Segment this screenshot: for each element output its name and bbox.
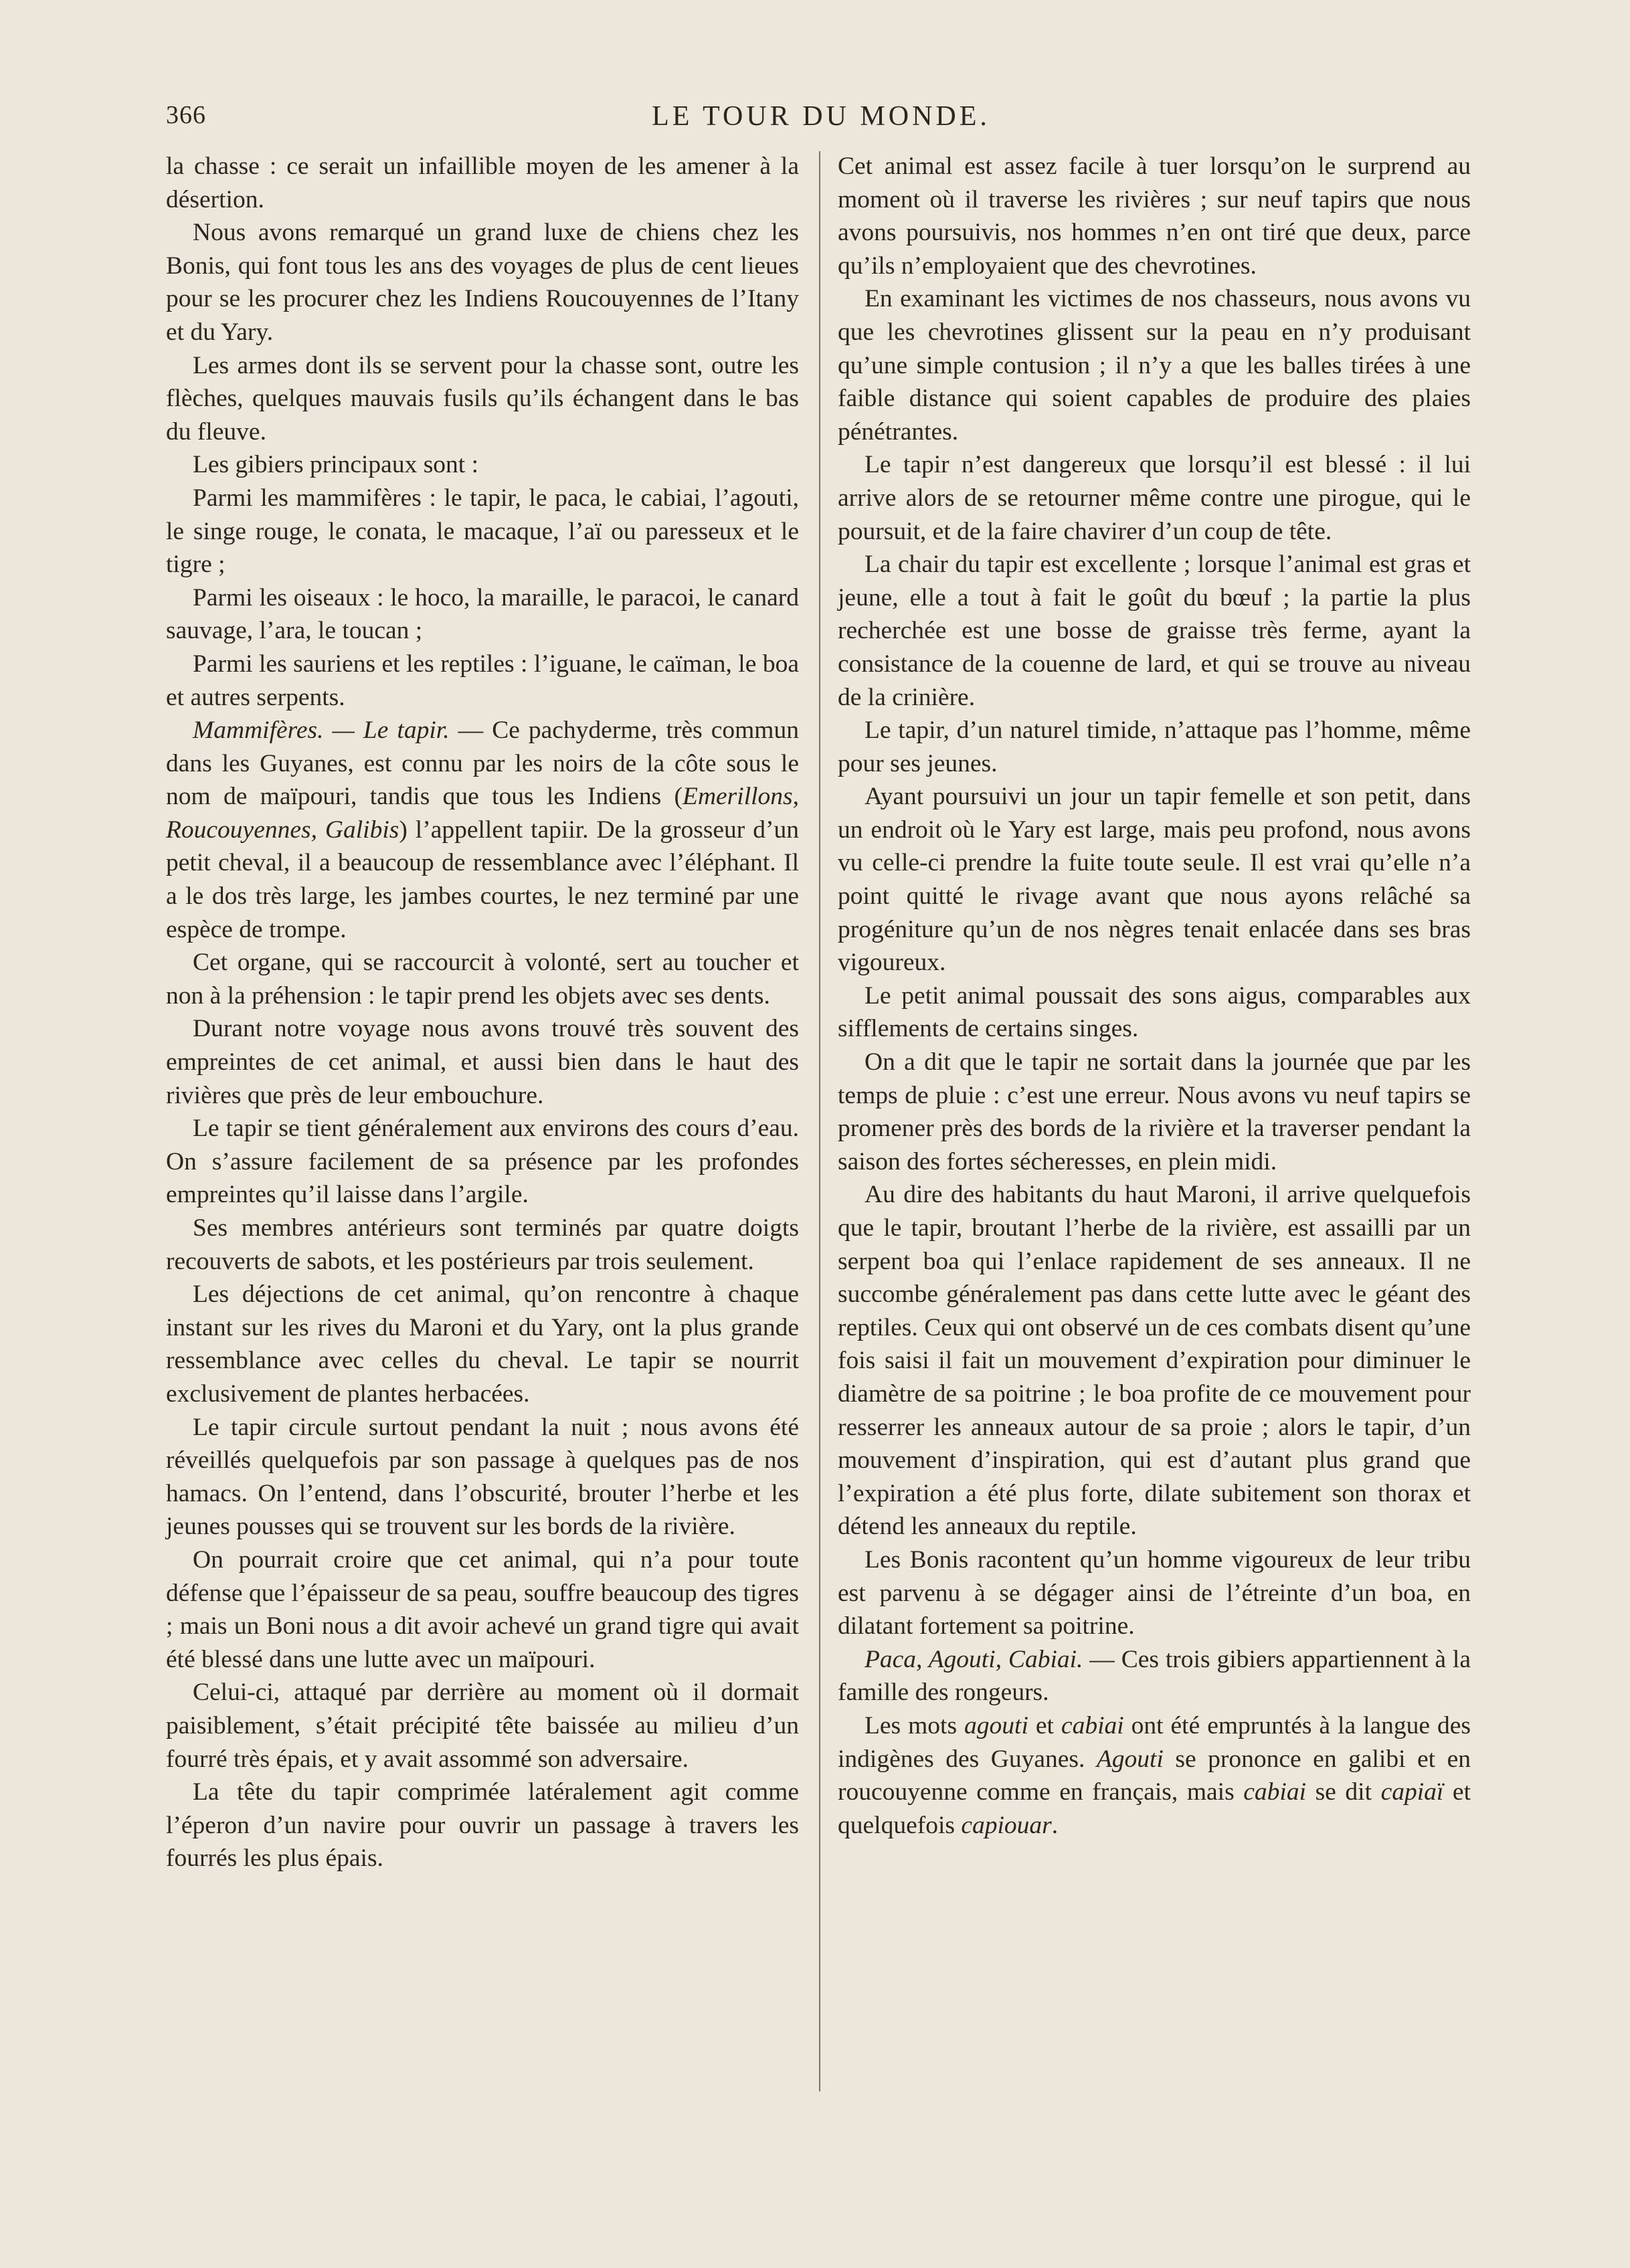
term: Agouti — [1096, 1745, 1164, 1773]
paragraph: On pourrait croire que cet animal, qui n’a pour toute défense que l’épaisseur de sa peau, souffre beaucoup des tigres ; mais un Boni nous a dit avoir achevé un grand tigre qui avait été blessé dans une lutte avec un maïpouri. — [166, 1545, 799, 1673]
paragraph: Le tapir n’est dangereux que lorsqu’il est blessé : il lui arrive alors de se retourner même contre une pirogue, qui le poursuit, et de la faire chavirer d’un coup de tête. — [838, 451, 1471, 545]
term: capiaï — [1380, 1778, 1444, 1806]
paragraph: Ses membres antérieurs sont terminés par quatre doigts recouverts de sabots, et les postérieurs par trois seulement. — [166, 1214, 799, 1275]
paragraph: La chair du tapir est excellente ; lorsque l’animal est gras et jeune, elle a tout à fait le goût du bœuf ; la partie la plus recherchée est une bosse de graisse très ferme, ayant la consistance de la couenne de lard, et qui se trouve au niveau de la crinière. — [838, 551, 1471, 711]
column-divider — [819, 151, 820, 2091]
left-column — [166, 150, 799, 1875]
paragraph: Au dire des habitants du haut Maroni, il arrive quelquefois que le tapir, broutant l’herbe de la rivière, est assailli par un serpent boa qui l’enlace rapidement de ses anneaux. Il ne succombe généralement pas dans cette lutte avec le géant des reptiles. Ceux qui ont observé un de ces combats disent qu’une fois saisi il fait un mouvement d’expiration pour diminuer le diamètre de sa poitrine ; le boa profite de ce mouvement pour resserrer les anneaux autour de sa proie ; alors le tapir, d’un mouvement d’inspiration, qui est d’autant plus grand que l’expiration a été plus forte, dilate subitement son thorax et détend les anneaux du reptile. — [838, 1181, 1471, 1541]
paragraph: Durant notre voyage nous avons trouvé très souvent des empreintes de cet animal, et aussi bien dans le haut des rivières que près de leur embouchure. — [166, 1015, 799, 1109]
paragraph: la chasse : ce serait un infaillible moyen de les amener à la désertion. — [166, 153, 799, 213]
paragraph: Cet animal est assez facile à tuer lorsqu’on le surprend au moment où il traverse les rivières ; sur neuf tapirs que nous avons poursuivis, nos hommes n’en ont tiré que deux, parce qu’ils n’employaient que des chevrotines. — [838, 153, 1471, 280]
paragraph: La tête du tapir comprimée latéralement agit comme l’éperon d’un navire pour ouvrir un passage à travers les fourrés les plus épais. — [166, 1778, 799, 1873]
running-title: LE TOUR DU MONDE. — [652, 101, 990, 132]
paragraph: Le tapir circule surtout pendant la nuit ; nous avons été réveillés quelquefois par son passage à quelques pas de nos hamacs. On l’entend, dans l’obscurité, brouter l’herbe et les jeunes pousses qui se trouvent sur les bords de la rivière. — [166, 1413, 799, 1541]
paragraph: Parmi les sauriens et les reptiles : l’iguane, le caïman, le boa et autres serpents. — [166, 650, 799, 711]
page-header — [166, 100, 1476, 140]
paragraph: Celui-ci, attaqué par derrière au moment où il dormait paisiblement, s’était précipité tête baissée au milieu d’un fourré très épais, et y avait assommé son adversaire. — [166, 1679, 799, 1773]
text-run: ont été empruntés à la langue des indigènes des Guyanes. — [838, 1711, 1471, 1773]
tribe-names: Emerillons, Roucouyennes, Galibis — [166, 783, 799, 844]
section-lead: Mammifères. — Le tapir. — [193, 717, 450, 745]
paragraph: Parmi les mammifères : le tapir, le paca, le cabiai, l’agouti, le singe rouge, le conata, le macaque, l’aï ou paresseux et le tigre ; — [166, 484, 799, 579]
paragraph: Le tapir, d’un naturel timide, n’attaque pas l’homme, même pour ses jeunes. — [838, 717, 1471, 777]
paragraph: On a dit que le tapir ne sortait dans la journée que par les temps de pluie : c’est une erreur. Nous avons vu neuf tapirs se promener près des bords de la rivière et la traverser pendant la saison des fortes sécheresses, en plein midi. — [838, 1048, 1471, 1175]
text-run: et — [1028, 1711, 1061, 1739]
paragraph: En examinant les victimes de nos chasseurs, nous avons vu que les chevrotines glissent sur la peau en n’y produisant qu’une simple contusion ; il n’y a que les balles tirées à une faible distance qui soient capables de produire des plaies pénétrantes. — [838, 285, 1471, 446]
paragraph: Parmi les oiseaux : le hoco, la maraille, le paracoi, le canard sauvage, l’ara, le toucan ; — [166, 583, 799, 645]
right-column — [838, 150, 1471, 1842]
paragraph: Les gibiers principaux sont : — [193, 451, 479, 479]
paragraph: Ayant poursuivi un jour un tapir femelle et son petit, dans un endroit où le Yary est large, mais peu profond, nous avons vu celle-ci prendre la fuite toute seule. Il est vrai qu’elle n’a point quitté le rivage avant que nous ayons relâché sa progéniture qu’un de nos nègres tenait enlacée dans ses bras vigoureux. — [838, 783, 1471, 977]
term: cabiai — [1061, 1711, 1124, 1739]
paragraph: Le petit animal poussait des sons aigus, comparables aux sifflements de certains singes. — [838, 981, 1471, 1043]
term: capiouar — [961, 1811, 1052, 1839]
text-run: et quelquefois — [838, 1778, 1471, 1839]
page-number: 366 — [166, 101, 206, 129]
paragraph: Cet organe, qui se raccourcit à volonté, sert au toucher et non à la préhension : le tapir prend les objets avec ses dents. — [166, 949, 799, 1010]
text-run: Les mots — [865, 1711, 965, 1739]
text-run: ) l’appellent tapiir. De la grosseur d’un petit cheval, il a beaucoup de ressemblance avec l’éléphant. Il a le dos très large, les jambes courtes, le nez terminé par une espèce de trompe. — [166, 816, 799, 943]
paragraph: Les armes dont ils se servent pour la chasse sont, outre les flèches, quelques mauvais fusils qu’ils échangent dans le bas du fleuve. — [166, 351, 799, 446]
paragraph: Nous avons remarqué un grand luxe de chiens chez les Bonis, qui font tous les ans des voyages de plus de cent lieues pour se les procurer chez les Indiens Roucouyennes de l’Itany et du Yary. — [166, 219, 799, 346]
text-run: se prononce en galibi et en roucouyenne comme en français, mais — [838, 1745, 1471, 1806]
text-run: se dit — [1306, 1778, 1381, 1806]
term: cabiai — [1243, 1778, 1306, 1806]
paragraph: Les Bonis racontent qu’un homme vigoureux de leur tribu est parvenu à se dégager ainsi de l’étreinte d’un boa, en dilatant fortement sa poitrine. — [838, 1545, 1471, 1640]
paragraph-rodents-heading — [838, 1643, 1471, 1709]
paragraph: Les déjections de cet animal, qu’on rencontre à chaque instant sur les rives du Maroni et du Yary, ont la plus grande ressemblance avec celles du cheval. Le tapir se nourrit exclusivement de plantes herbacées. — [166, 1281, 799, 1408]
text-run: — Ce pachyderme, très commun dans les Guyanes, est connu par les noirs de la côte sous le nom de maïpouri, tandis que tous les Indiens ( — [166, 717, 799, 811]
term: agouti — [964, 1711, 1028, 1739]
paragraph-etymology — [838, 1709, 1471, 1842]
paragraph: Le tapir se tient généralement aux environs des cours d’eau. On s’assure facilement de sa présence par les profondes empreintes qu’il laisse dans l’argile. — [166, 1115, 799, 1209]
paragraph-tapir-heading — [166, 714, 799, 946]
section-lead: Paca, Agouti, Cabiai. — [865, 1645, 1083, 1673]
text-run: . — [1051, 1811, 1059, 1839]
text-run: — Ces trois gibiers appartiennent à la famille des rongeurs. — [838, 1645, 1471, 1707]
